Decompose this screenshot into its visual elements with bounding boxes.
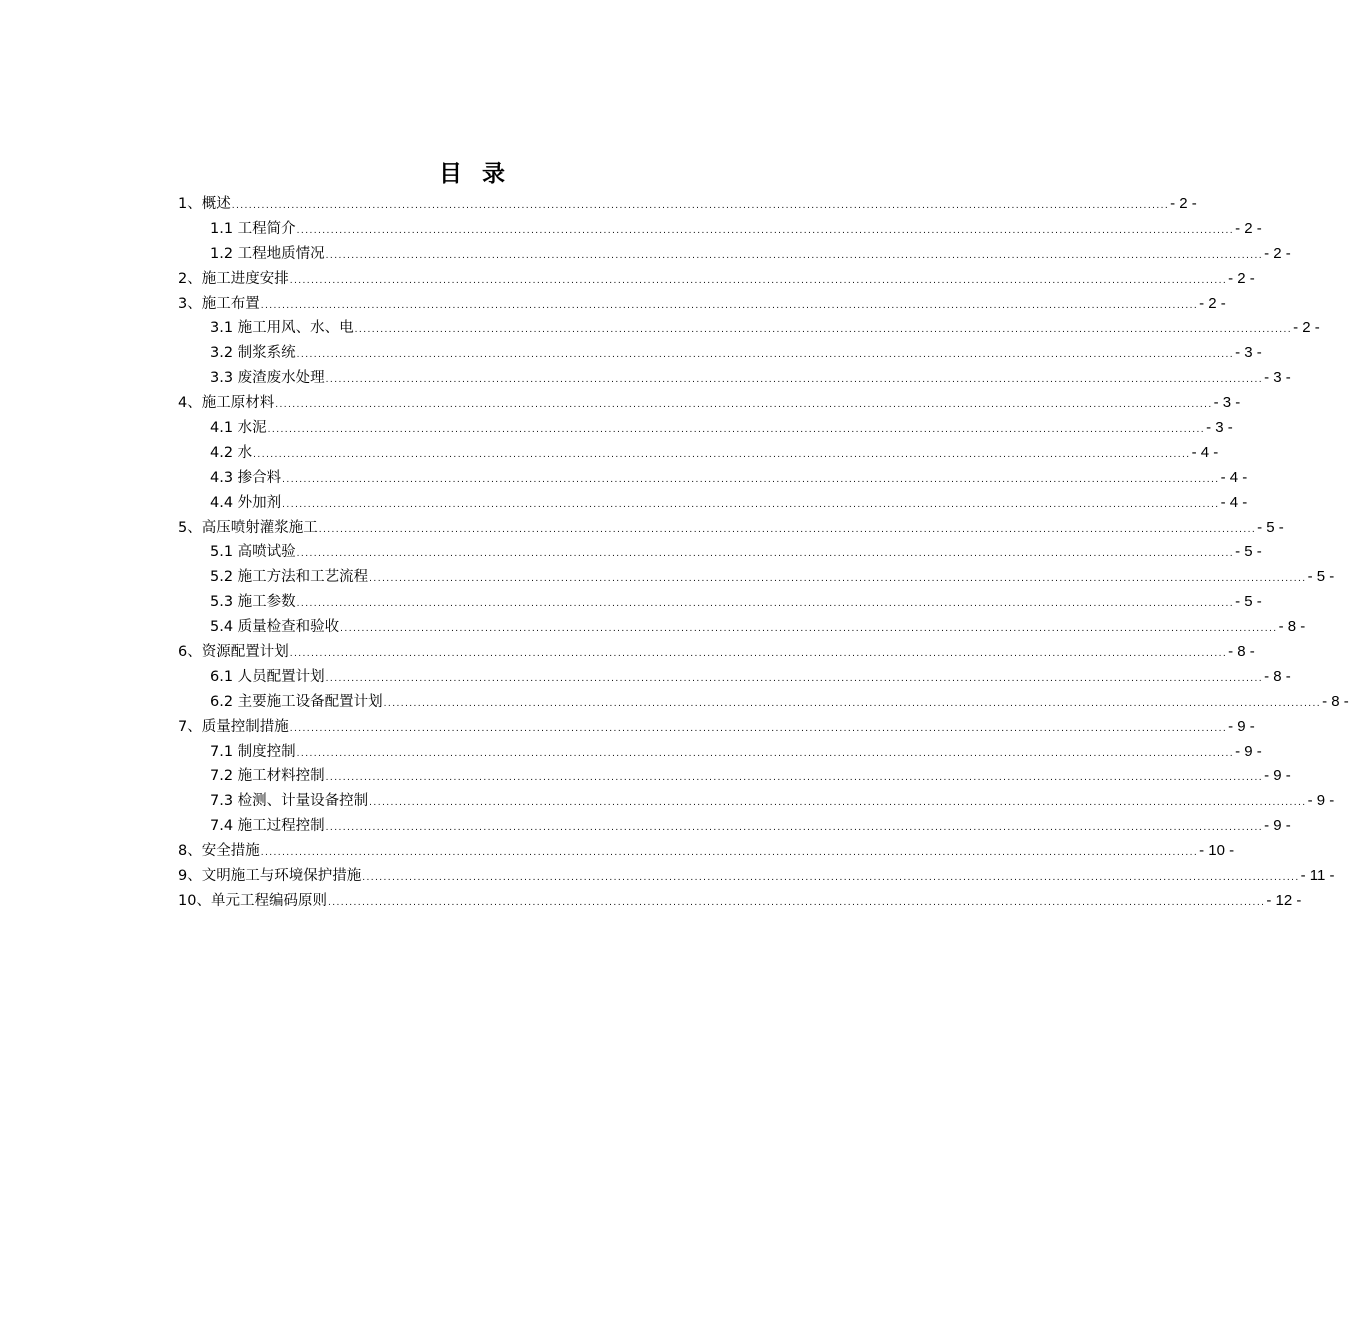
toc-entry-page: - 4 - [1220,493,1248,511]
toc-entry-page: - 5 - [1257,518,1284,536]
toc-entry-label: 5.2 施工方法和工艺流程 [210,569,369,586]
toc-entry[interactable] [178,391,1241,416]
toc-entry[interactable] [178,789,1335,814]
dot-leader: ............................................................................................................................................................................................................................ [325,375,1264,386]
toc-entry-label: 8、安全措施 [178,843,260,860]
toc-entry[interactable] [178,889,1302,914]
toc-entry-page: - 8 - [1322,692,1349,710]
toc-entry-page: - 2 - [1228,269,1255,287]
toc-entry-label: 3.1 施工用风、水、电 [210,320,354,337]
dot-leader: ............................................................................................................................................................................................................................ [327,897,1266,908]
dot-leader: ............................................................................................................................................................................................................................ [289,275,1228,286]
toc-entry-page: - 2 - [1264,244,1291,262]
dot-leader: ............................................................................................................................................................................................................................ [260,848,1199,859]
dot-leader: ............................................................................................................................................................................................................................ [296,748,1235,759]
dot-leader: ............................................................................................................................................................................................................................ [231,201,1170,211]
toc-entry[interactable] [178,540,1262,565]
toc-entry-page: - 8 - [1278,618,1306,636]
dot-leader: ............................................................................................................................................................................................................................ [296,599,1235,610]
toc-entry-page: - 8 - [1228,643,1255,661]
toc-entry-page: - 4 - [1220,468,1248,486]
toc-entry[interactable] [178,292,1226,317]
toc-entry-page: - 9 - [1307,792,1335,810]
dot-leader: ............................................................................................................................................................................................................................ [340,624,1278,635]
toc-entry-page: - 5 - [1235,593,1262,611]
toc-entry-label: 7.2 施工材料控制 [210,768,325,785]
toc-entry-label: 6.1 人员配置计划 [210,668,325,685]
toc-entry-page: - 11 - [1300,867,1335,885]
toc-entry[interactable] [178,416,1233,441]
toc-entry[interactable] [178,715,1255,740]
dot-leader: ............................................................................................................................................................................................................................ [325,773,1264,784]
toc-entry-label: 4.1 水泥 [210,420,267,437]
dot-leader: ............................................................................................................................................................................................................................ [282,474,1220,485]
toc-entry-page: - 4 - [1191,443,1219,461]
toc-entry-page: - 3 - [1264,369,1291,387]
toc-entry[interactable] [178,690,1349,715]
toc-entry[interactable] [178,814,1291,839]
toc-entry-label: 1.2 工程地质情况 [210,245,325,262]
toc-entry[interactable] [178,640,1255,665]
toc-entry[interactable] [178,267,1255,292]
toc-entry-label: 2、施工进度安排 [178,270,289,287]
toc-entry-label: 3.3 废渣废水处理 [210,370,325,387]
dot-leader: ............................................................................................................................................................................................................................ [325,673,1264,684]
dot-leader: ............................................................................................................................................................................................................................ [282,499,1220,510]
toc-entry-page: - 5 - [1307,568,1335,586]
dot-leader: ............................................................................................................................................................................................................................ [267,425,1206,436]
toc-entry-label: 7.1 制度控制 [210,743,296,760]
toc-entry[interactable] [178,665,1291,690]
toc-entry-label: 7.3 检测、计量设备控制 [210,793,369,810]
dot-leader: ............................................................................................................................................................................................................................ [289,723,1228,734]
toc-entry-label: 5.4 质量检查和验收 [210,619,340,636]
toc-entry-label: 4.4 外加剂 [210,494,282,511]
toc-entry-label: 1.1 工程简介 [210,220,296,237]
toc-entry-label: 6、资源配置计划 [178,644,289,661]
toc-entry[interactable] [178,217,1262,242]
toc-entry-label: 5、高压喷射灌浆施工 [178,519,318,536]
toc-entry[interactable] [178,366,1291,391]
toc-entry-page: - 2 - [1293,319,1320,337]
toc-entry[interactable] [178,864,1335,889]
dot-leader: ............................................................................................................................................................................................................................ [325,823,1264,834]
toc-entry-label: 6.2 主要施工设备配置计划 [210,693,383,710]
toc-entry-page: - 5 - [1235,543,1262,561]
dot-leader: ............................................................................................................................................................................................................................ [296,350,1235,361]
toc-entry[interactable] [178,441,1219,466]
toc-entry-label: 4、施工原材料 [178,395,275,412]
toc-entry-label: 3、施工布置 [178,295,260,312]
dot-leader: ............................................................................................................................................................................................................................ [275,400,1213,411]
dot-leader: ............................................................................................................................................................................................................................ [296,225,1235,236]
toc-entry[interactable] [178,242,1291,267]
dot-leader: ............................................................................................................................................................................................................................ [318,524,1257,535]
dot-leader: ............................................................................................................................................................................................................................ [369,574,1307,585]
dot-leader: ............................................................................................................................................................................................................................ [325,250,1264,261]
toc-entry-page: - 12 - [1266,891,1302,909]
toc-entry-label: 7.4 施工过程控制 [210,818,325,835]
dot-leader: ............................................................................................................................................................................................................................ [260,300,1199,311]
toc-entry[interactable] [178,565,1335,590]
toc-entry-label: 1、概述 [178,196,231,212]
toc-entry-page: - 3 - [1213,394,1241,412]
toc-entry-label: 4.3 掺合料 [210,469,282,486]
dot-leader: ............................................................................................................................................................................................................................ [362,873,1300,884]
toc-entry[interactable] [178,839,1235,864]
toc-entry-label: 4.2 水 [210,444,253,461]
toc-entry-label: 3.2 制浆系统 [210,345,296,362]
dot-leader: ............................................................................................................................................................................................................................ [383,698,1322,709]
toc-entry[interactable] [178,516,1284,541]
toc-entry-page: - 2 - [1170,195,1197,212]
dot-leader: ............................................................................................................................................................................................................................ [289,649,1228,660]
toc-entry-label: 10、单元工程编码原则 [178,892,327,909]
toc-entry-page: - 8 - [1264,667,1291,685]
toc-entry-label: 5.1 高喷试验 [210,544,296,561]
toc-entry-page: - 9 - [1264,817,1291,835]
toc-entry[interactable] [178,466,1248,491]
dot-leader: ............................................................................................................................................................................................................................ [354,325,1293,336]
toc-entry-page: - 3 - [1206,419,1233,437]
toc-entry[interactable] [178,615,1306,640]
toc-title: 目 录 [438,161,511,187]
toc-entry-label: 7、质量控制措施 [178,718,289,735]
toc-entry-label: 9、文明施工与环境保护措施 [178,868,362,885]
toc-entry[interactable] [178,316,1320,341]
toc-entry-page: - 10 - [1199,842,1235,860]
toc-entry-page: - 9 - [1264,767,1291,785]
toc-entry-label: 5.3 施工参数 [210,594,296,611]
toc-entry[interactable] [178,341,1262,366]
toc-entry[interactable] [178,764,1291,789]
dot-leader: ............................................................................................................................................................................................................................ [296,549,1235,560]
toc-entry[interactable] [178,192,1197,217]
toc-entry-page: - 2 - [1235,219,1262,237]
dot-leader: ............................................................................................................................................................................................................................ [253,449,1191,460]
toc-entry-page: - 9 - [1228,717,1255,735]
toc-entry[interactable] [178,590,1262,615]
dot-leader: ............................................................................................................................................................................................................................ [369,798,1307,809]
toc-entry-page: - 2 - [1199,294,1226,312]
toc-entry-page: - 9 - [1235,742,1262,760]
table-of-contents [178,192,1349,914]
toc-entry[interactable] [178,740,1262,765]
toc-entry-page: - 3 - [1235,344,1262,362]
toc-entry[interactable] [178,491,1248,516]
